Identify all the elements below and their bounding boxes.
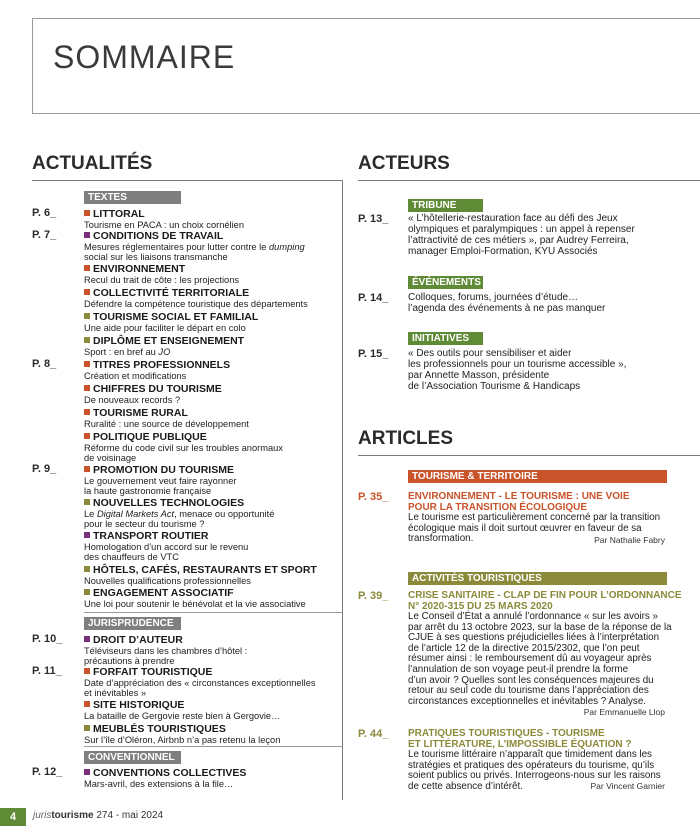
article-summary: Le tourisme est particulièrement concerné par la transition écologique mais il doit surtout œuvrer en faveur de sa transformation. — [408, 512, 661, 545]
entry-category: CONVENTIONS COLLECTIVES — [84, 767, 336, 779]
acteurs-rule — [358, 180, 700, 181]
page-number: P. 15_ — [358, 348, 389, 360]
actualites-entry — [84, 464, 336, 496]
entry-description: Le gouvernement veut faire rayonner la haute gastronomie française — [84, 476, 237, 497]
bullet-square-icon — [84, 289, 90, 295]
entry-description: La bataille de Gergovie reste bien à Gergovie… — [84, 711, 281, 721]
bullet-square-icon — [84, 313, 90, 319]
bullet-square-icon — [84, 409, 90, 415]
actualites-entry — [84, 208, 336, 230]
bullet-square-icon — [84, 589, 90, 595]
article-title: CRISE SANITAIRE - CLAP DE FIN POUR L’ORDONNANCE N° 2020-315 DU 25 MARS 2020 — [408, 590, 682, 612]
article-author: Par Nathalie Fabry — [594, 535, 665, 545]
bullet-square-icon — [84, 433, 90, 439]
page-title: SOMMAIRE — [53, 39, 236, 75]
bullet-square-icon — [84, 701, 90, 707]
entry-category: TRANSPORT ROUTIER — [84, 530, 336, 542]
entry-description: Mars-avril, des extensions à la file… — [84, 779, 234, 789]
article-summary: Le Conseil d’État a annulé l’ordonnance « sur les avoirs » par arrêt du 13 octobre 2023, sur la base de la réponse de la CJUE à ses questions préjudicielles liées à l’interprétation de l’article 12 de la directive 2015/2302, que l’on peut résumer ainsi : le remboursement dû au voyageur après l’annulation de son voyage peut-il prendre la forme d’un avoir ? Quelles sont les conséquences majeures du retour au seul code du tourisme dans l’appréciation des circonstances exceptionnelles et inévitables ? Analyse. — [408, 611, 672, 707]
entry-category: POLITIQUE PUBLIQUE — [84, 431, 336, 443]
entry-category: CHIFFRES DU TOURISME — [84, 383, 336, 395]
entry-description: Ruralité : une source de développement — [84, 419, 249, 429]
tribune-text: « L’hôtellerie-restauration face au défi des Jeux olympiques et paralympiques : un appel à repenser l’attractivité de ces métiers », par Audrey Ferreira, manager Emploi-Formation, KYU Associés — [408, 213, 635, 257]
entry-description: De nouveaux records ? — [84, 395, 181, 405]
entry-description: Sur l’île d’Oléron, Airbnb n’a pas retenu la leçon — [84, 735, 281, 745]
section-band-textes: TEXTES — [84, 191, 181, 204]
entry-description: Création et modifications — [84, 371, 187, 381]
band-initiatives: INITIATIVES — [408, 332, 483, 345]
entry-category: ENVIRONNEMENT — [84, 263, 336, 275]
evenements-text: Colloques, forums, journées d’étude… l’agenda des événements à ne pas manquer — [408, 292, 606, 314]
entry-description: Nouvelles qualifications professionnelles — [84, 576, 251, 586]
actualites-entry — [84, 564, 336, 586]
actualites-entry — [84, 587, 336, 609]
footer-page-number: 4 — [0, 808, 26, 826]
page-number: P. 11_ — [32, 665, 62, 677]
actualites-entry — [84, 497, 336, 529]
footer-issue: juristourisme 274 - mai 2024 — [33, 810, 164, 821]
entry-description: Homologation d’un accord sur le revenu des chauffeurs de VTC — [84, 542, 249, 563]
entry-category: DIPLÔME ET ENSEIGNEMENT — [84, 335, 336, 347]
page-number: P. 7_ — [32, 229, 57, 241]
bullet-square-icon — [84, 337, 90, 343]
column-divider — [342, 180, 343, 800]
article-author: Par Emmanuelle Llop — [583, 707, 665, 717]
entry-category: MEUBLÉS TOURISTIQUES — [84, 723, 336, 735]
actualites-entry — [84, 311, 336, 333]
entry-category: HÔTELS, CAFÉS, RESTAURANTS ET SPORT — [84, 564, 336, 576]
bullet-square-icon — [84, 636, 90, 642]
entry-description: Réforme du code civil sur les troubles anormaux de voisinage — [84, 443, 283, 464]
entry-description: Mesures réglementaires pour lutter contre le dumping social sur les liaisons transmanche — [84, 242, 305, 263]
entry-description: Défendre la compétence touristique des départements — [84, 299, 308, 309]
entry-category: PROMOTION DU TOURISME — [84, 464, 336, 476]
initiatives-text: « Des outils pour sensibiliser et aider les professionnels pour un tourisme accessible », par Annette Masson, présidente de l’Association Tourisme & Handicaps — [408, 348, 627, 392]
entry-category: SITE HISTORIQUE — [84, 699, 336, 711]
page-number: P. 14_ — [358, 292, 389, 304]
bullet-square-icon — [84, 361, 90, 367]
actualites-entry — [84, 699, 336, 721]
entry-category: NOUVELLES TECHNOLOGIES — [84, 497, 336, 509]
entry-category: COLLECTIVITÉ TERRITORIALE — [84, 287, 336, 299]
band-evenements: ÉVÉNEMENTS — [408, 276, 483, 289]
entry-category: LITTORAL — [84, 208, 336, 220]
actualites-entry — [84, 530, 336, 562]
bullet-square-icon — [84, 385, 90, 391]
actualites-entry — [84, 767, 336, 789]
bullet-square-icon — [84, 668, 90, 674]
entry-description: Téléviseurs dans les chambres d’hôtel : précautions à prendre — [84, 646, 248, 667]
page-number: P. 13_ — [358, 213, 389, 225]
actualites-heading: ACTUALITÉS — [32, 153, 153, 174]
article-author: Par Vincent Garnier — [590, 781, 665, 791]
entry-description: Recul du trait de côte : les projections — [84, 275, 240, 285]
entry-category: DROIT D’AUTEUR — [84, 634, 336, 646]
bullet-square-icon — [84, 499, 90, 505]
page-number: P. 39_ — [358, 590, 389, 602]
bullet-square-icon — [84, 265, 90, 271]
actualites-entry — [84, 723, 336, 745]
articles-heading: ARTICLES — [358, 428, 453, 449]
page-number: P. 6_ — [32, 207, 57, 219]
actualites-entry — [84, 287, 336, 309]
article-title: PRATIQUES TOURISTIQUES - TOURISME ET LITTÉRATURE, L’IMPOSSIBLE ÉQUATION ? — [408, 728, 632, 750]
section-band-conventionnel: CONVENTIONNEL — [84, 751, 181, 764]
actualites-entry — [84, 359, 336, 381]
bullet-square-icon — [84, 466, 90, 472]
page-number: P. 35_ — [358, 491, 389, 503]
entry-description: Date d’appréciation des « circonstances exceptionnelles et inévitables » — [84, 678, 316, 699]
entry-description: Sport : en bref au JO — [84, 347, 171, 357]
bullet-square-icon — [84, 210, 90, 216]
entry-description: Le Digital Markets Act, menace ou opportunité pour le secteur du tourisme ? — [84, 509, 275, 530]
actualites-entry — [84, 230, 336, 262]
page-number: P. 10_ — [32, 633, 63, 645]
entry-category: CONDITIONS DE TRAVAIL — [84, 230, 336, 242]
band-activites-touristiques: ACTIVITÉS TOURISTIQUES — [408, 572, 667, 585]
section-band-jurisprudence: JURISPRUDENCE — [84, 617, 181, 630]
entry-category: TITRES PROFESSIONNELS — [84, 359, 336, 371]
entry-description: Une loi pour soutenir le bénévolat et la vie associative — [84, 599, 306, 609]
entry-category: ENGAGEMENT ASSOCIATIF — [84, 587, 336, 599]
entry-description: Une aide pour faciliter le départ en colo — [84, 323, 246, 333]
actualites-rule — [32, 180, 342, 181]
entry-description: Tourisme en PACA : un choix cornélien — [84, 220, 245, 230]
page-number: P. 12_ — [32, 766, 63, 778]
actualites-entry — [84, 431, 336, 463]
entry-category: TOURISME RURAL — [84, 407, 336, 419]
actualites-entry — [84, 335, 336, 357]
actualites-entry — [84, 383, 336, 405]
entry-category: TOURISME SOCIAL ET FAMILIAL — [84, 311, 336, 323]
page-number: P. 9_ — [32, 463, 57, 475]
article-summary: Le tourisme littéraire n’apparaît que timidement dans les stratégies et pratiques des opérateurs du tourisme, qu’ils soient publics ou privés. Interrogeons-nous sur les raisons de cette absence d’intérêt. — [408, 749, 661, 792]
bullet-square-icon — [84, 566, 90, 572]
article-title: ENVIRONNEMENT - LE TOURISME : UNE VOIE POUR LA TRANSITION ÉCOLOGIQUE — [408, 491, 630, 513]
band-tribune: TRIBUNE — [408, 199, 483, 212]
page-number: P. 8_ — [32, 358, 57, 370]
acteurs-heading: ACTEURS — [358, 153, 450, 174]
title-box — [32, 18, 700, 114]
section-divider — [84, 746, 342, 747]
articles-rule — [358, 455, 700, 456]
actualites-entry — [84, 407, 336, 429]
actualites-entry — [84, 634, 336, 666]
entry-category: FORFAIT TOURISTIQUE — [84, 666, 336, 678]
bullet-square-icon — [84, 532, 90, 538]
bullet-square-icon — [84, 232, 90, 238]
actualites-entry — [84, 263, 336, 285]
bullet-square-icon — [84, 725, 90, 731]
bullet-square-icon — [84, 769, 90, 775]
band-tourisme-territoire: TOURISME & TERRITOIRE — [408, 470, 667, 483]
section-divider — [84, 612, 342, 613]
actualites-entry — [84, 666, 336, 698]
page-number: P. 44_ — [358, 728, 389, 740]
